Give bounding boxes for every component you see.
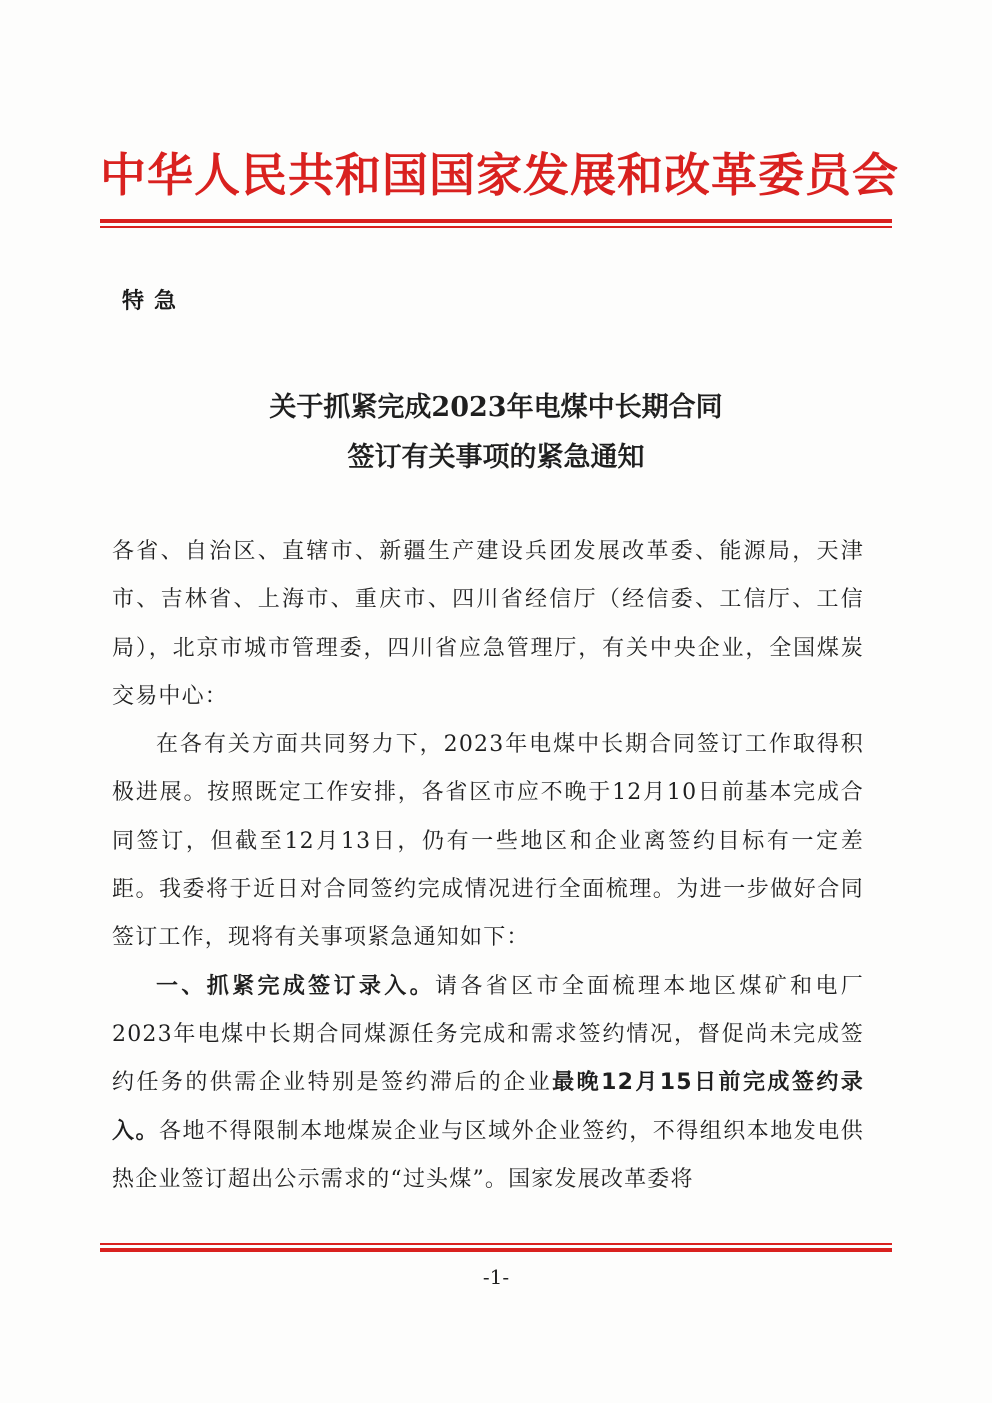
red-rule-thick-line bbox=[100, 219, 892, 223]
document-title-line-2: 签订有关事项的紧急通知 bbox=[347, 442, 645, 473]
footer-red-rule bbox=[100, 1243, 892, 1252]
document-title-line-1: 关于抓紧完成2023年电煤中长期合同 bbox=[269, 392, 723, 423]
section-1-deadline: 最晚12月15日前完成签约录入。 bbox=[112, 1070, 864, 1144]
document-body bbox=[112, 528, 864, 1204]
paragraph-intro: 在各有关方面共同努力下，2023年电煤中长期合同签订工作取得积极进展。按照既定工作安排，各省区市应不晚于12月10日前基本完成合同签订，但截至12月13日，仍有一些地区和企业离签约目标有一定差距。我委将于近日对合同签约完成情况进行全面梳理。为进一步做好合同签订工作，现将有关事项紧急通知如下： bbox=[112, 732, 864, 951]
issuer-masthead: 中华人民共和国国家发展和改革委员会 bbox=[100, 148, 899, 202]
page-number: -1- bbox=[482, 1265, 510, 1289]
section-1-heading: 一、抓紧完成签订录入。 bbox=[156, 973, 435, 999]
footer-rule-thin-line bbox=[100, 1243, 892, 1245]
document-title bbox=[100, 383, 892, 483]
section-1 bbox=[112, 963, 864, 1204]
masthead-red-rule bbox=[100, 219, 892, 228]
addressees: 各省、自治区、直辖市、新疆生产建设兵团发展改革委、能源局，天津市、吉林省、上海市、重庆市、四川省经信厅（经信委、工信厅、工信局），北京市城市管理委，四川省应急管理厅，有关中央企业，全国煤炭交易中心： bbox=[112, 539, 864, 709]
footer-rule-thick-line bbox=[100, 1248, 892, 1252]
red-rule-thin-line bbox=[100, 226, 892, 228]
section-1-text-a: 请各省区市全面梳理本地区煤矿和电厂2023年电煤中长期合同煤源任务完成和需求签约情况，督促尚未完成签约任务的供需企业特别是签约滞后的企业 bbox=[112, 973, 865, 1096]
urgency-label: 特急 bbox=[122, 289, 187, 314]
section-1-text-b: 各地不得限制本地煤炭企业与区域外企业签约，不得组织本地发电供热企业签订超出公示需求的“过头煤”。国家发展改革委将 bbox=[112, 1118, 864, 1192]
